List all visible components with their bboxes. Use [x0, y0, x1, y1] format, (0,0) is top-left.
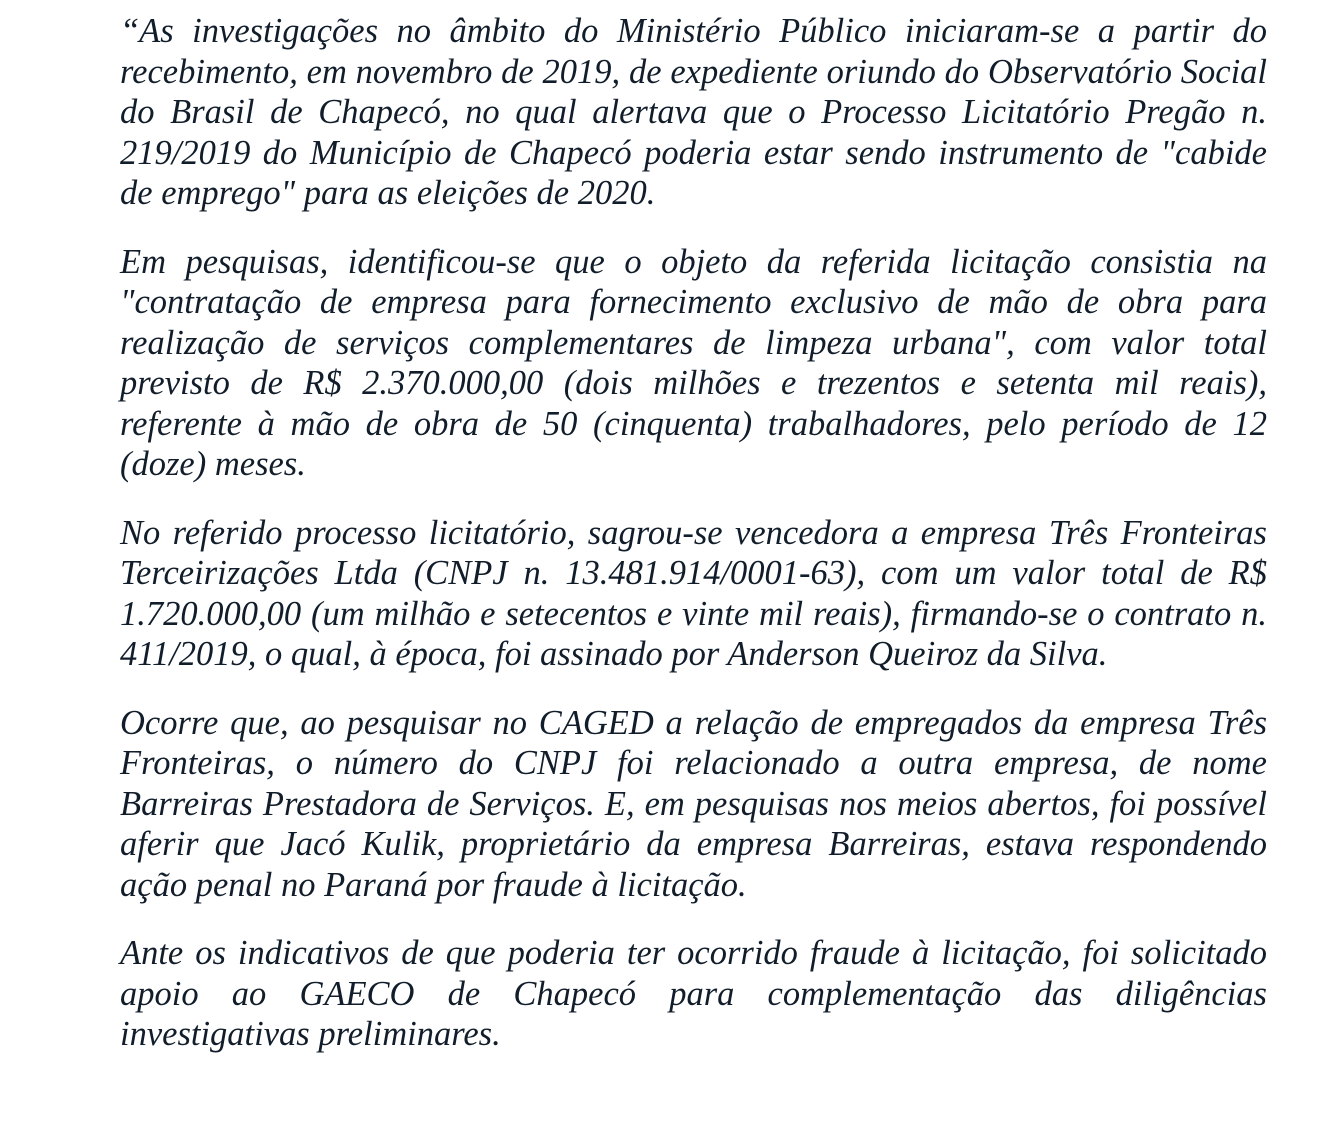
document-body [120, 11, 1267, 1055]
paragraph-bidding-object: Em pesquisas, identificou-se que o objeto da referida licitação consistia na "contratação de empresa para fornecimento exclusivo de mão de obra para realização de serviços complementares de limpeza urbana", com valor total previsto de R$ 2.370.000,00 (dois milhões e trezentos e setenta mil reais), referente à mão de obra de 50 (cinquenta) trabalhadores, pelo período de 12 (doze) meses. [120, 242, 1267, 483]
paragraph-gaeco-support: Ante os indicativos de que poderia ter ocorrido fraude à licitação, foi solicitado apoio ao GAECO de Chapecó para complementação das diligências investigativas preliminares. [120, 934, 1267, 1053]
paragraph-investigation-origin: “As investigações no âmbito do Ministério Público iniciaram-se a partir do recebimento, em novembro de 2019, de expediente oriundo do Observatório Social do Brasil de Chapecó, no qual alertava que o Processo Licitatório Pregão n. 219/2019 do Município de Chapecó poderia estar sendo instrumento de "cabide de emprego" para as eleições de 2020. [120, 12, 1267, 212]
paragraph-caged-research: Ocorre que, ao pesquisar no CAGED a relação de empregados da empresa Três Fronteiras, o número do CNPJ foi relacionado a outra empresa, de nome Barreiras Prestadora de Serviços. E, em pesquisas nos meios abertos, foi possível aferir que Jacó Kulik, proprietário da empresa Barreiras, estava respondendo ação penal no Paraná por fraude à licitação. [120, 703, 1267, 904]
paragraph-winning-company: No referido processo licitatório, sagrou-se vencedora a empresa Três Fronteiras Terceirizações Ltda (CNPJ n. 13.481.914/0001-63), com um valor total de R$ 1.720.000,00 (um milhão e setecentos e vinte mil reais), firmando-se o contrato n. 411/2019, o qual, à época, foi assinado por Anderson Queiroz da Silva. [120, 513, 1267, 673]
